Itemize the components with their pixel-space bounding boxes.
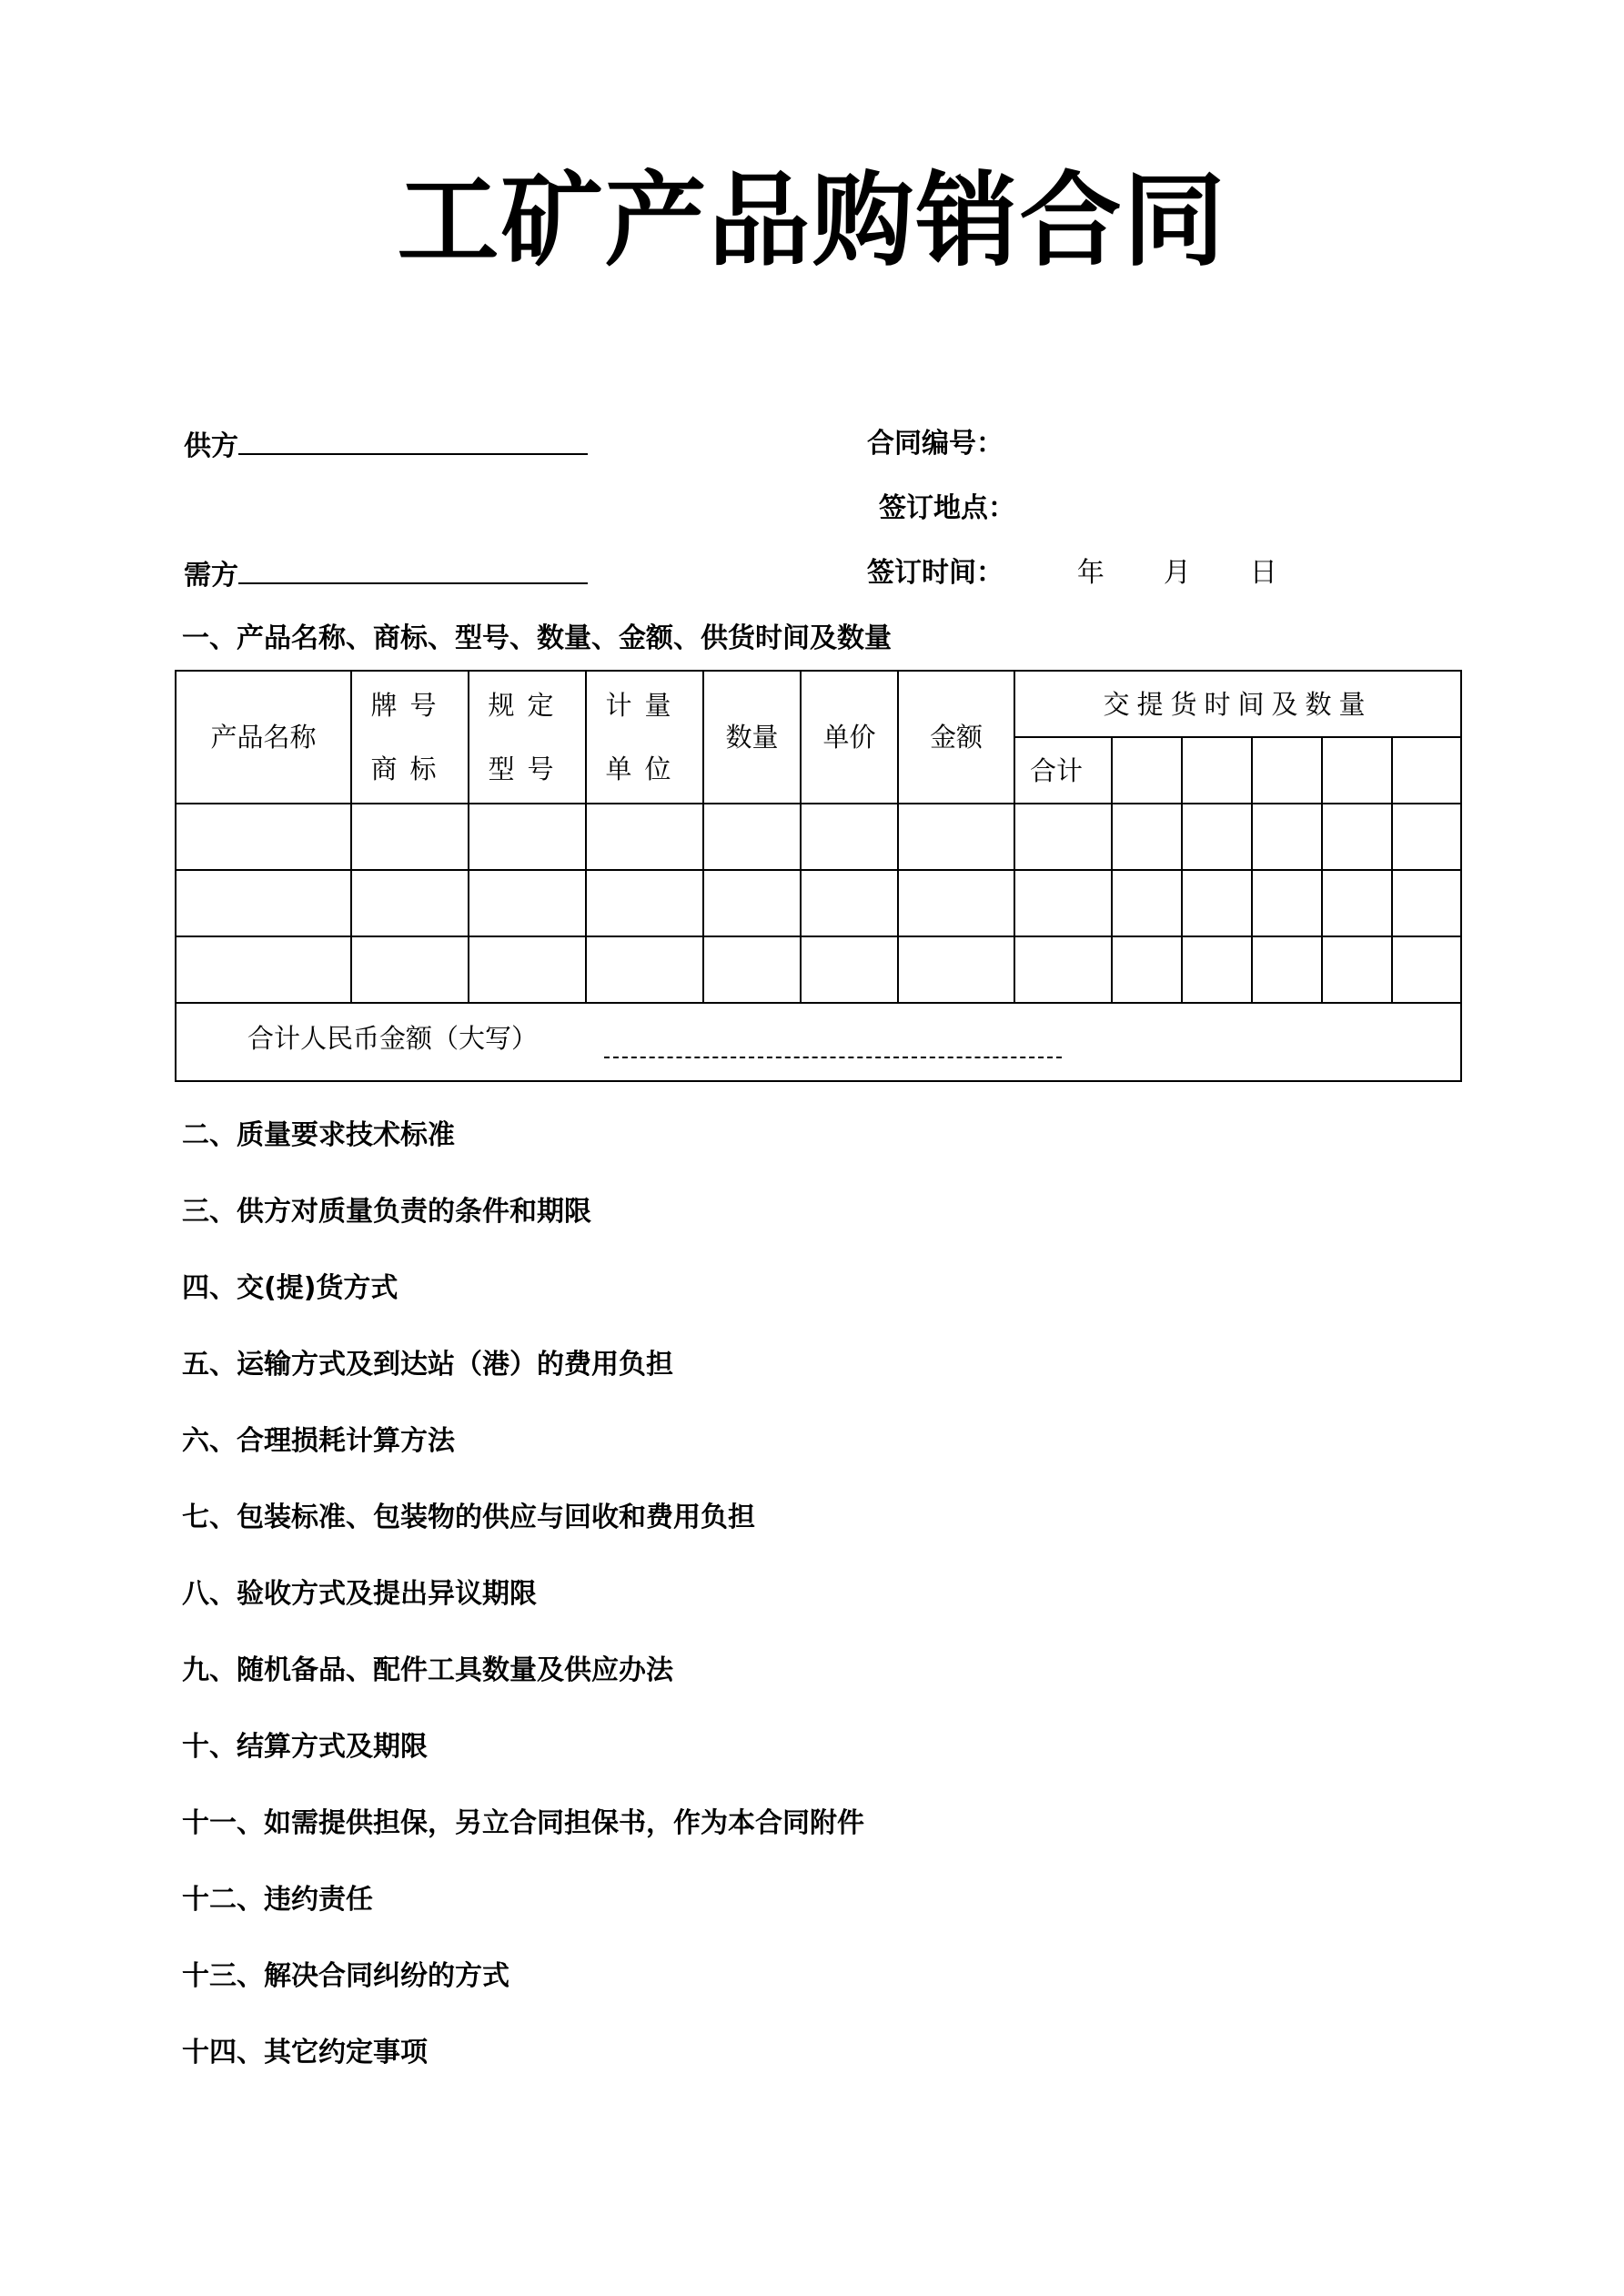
table-cell[interactable]: [1014, 936, 1112, 1003]
product-table: [175, 670, 1462, 1082]
delivery-cell[interactable]: [1392, 737, 1461, 804]
table-cell[interactable]: [1392, 936, 1461, 1003]
section-2: 二、质量要求技术标准: [182, 1119, 455, 1151]
table-cell[interactable]: [1252, 870, 1322, 936]
table-cell[interactable]: [1112, 870, 1182, 936]
table-cell[interactable]: [586, 804, 703, 870]
total-rmb-label: 合计人民币金额（大写）: [247, 1023, 539, 1054]
table-cell[interactable]: [176, 804, 351, 870]
section-14: 十四、其它约定事项: [182, 2037, 428, 2068]
table-row: [176, 936, 1461, 1003]
table-cell[interactable]: [469, 804, 586, 870]
buyer-row: [184, 555, 588, 594]
header-unit-bottom: 单位: [605, 754, 684, 784]
supplier-row: [184, 426, 588, 465]
header-total: 合计: [1014, 737, 1112, 804]
table-cell[interactable]: [469, 870, 586, 936]
table-row: [176, 870, 1461, 936]
table-row: [176, 804, 1461, 870]
sign-time-label: 签订时间：: [867, 557, 1004, 589]
section-8: 八、验收方式及提出异议期限: [182, 1578, 537, 1610]
section-1: 一、产品名称、商标、型号、数量、金额、供货时间及数量: [182, 622, 892, 654]
delivery-cell[interactable]: [1252, 737, 1322, 804]
total-rmb-dashed-line: [604, 1057, 1062, 1058]
section-9: 九、随机备品、配件工具数量及供应办法: [182, 1654, 673, 1686]
sign-place-label: 签订地点：: [879, 492, 1015, 524]
section-12: 十二、违约责任: [182, 1884, 373, 1916]
day-label: 日: [1249, 557, 1277, 589]
table-cell[interactable]: [801, 870, 898, 936]
table-cell[interactable]: [1392, 870, 1461, 936]
section-3: 三、供方对质量负责的条件和期限: [182, 1196, 591, 1228]
table-cell[interactable]: [351, 936, 469, 1003]
section-6: 六、合理损耗计算方法: [182, 1425, 455, 1457]
table-cell[interactable]: [1322, 870, 1392, 936]
delivery-cell[interactable]: [1322, 737, 1392, 804]
total-rmb-row[interactable]: [176, 1003, 1461, 1081]
delivery-cell[interactable]: [1112, 737, 1182, 804]
table-cell[interactable]: [1112, 936, 1182, 1003]
table-cell[interactable]: [351, 804, 469, 870]
header-unit: [586, 671, 703, 804]
table-cell[interactable]: [1014, 870, 1112, 936]
table-cell[interactable]: [703, 870, 801, 936]
table-cell[interactable]: [1182, 804, 1252, 870]
table-cell[interactable]: [1252, 804, 1322, 870]
delivery-cell[interactable]: [1182, 737, 1252, 804]
header-amount: 金额: [898, 671, 1014, 804]
header-delivery: 交提货时间及数量: [1014, 671, 1461, 737]
supplier-label: 供方: [184, 430, 238, 462]
table-cell[interactable]: [176, 870, 351, 936]
table-cell[interactable]: [898, 870, 1014, 936]
section-13: 十三、解决合同纠纷的方式: [182, 1960, 509, 1992]
page-title: 工矿产品购销合同: [397, 161, 1227, 280]
buyer-field[interactable]: [238, 555, 588, 584]
header-spec-top: 规定: [488, 690, 567, 721]
table-cell[interactable]: [1014, 804, 1112, 870]
table-cell[interactable]: [351, 870, 469, 936]
header-quantity: 数量: [703, 671, 801, 804]
header-unit-price: 单价: [801, 671, 898, 804]
contract-no-label: 合同编号：: [867, 428, 1004, 460]
header-product-name: 产品名称: [176, 671, 351, 804]
header-brand-bottom: 商标: [370, 754, 449, 784]
table-cell[interactable]: [1252, 936, 1322, 1003]
table-cell[interactable]: [1322, 804, 1392, 870]
header-spec: [469, 671, 586, 804]
supplier-field[interactable]: [238, 426, 588, 455]
table-cell[interactable]: [586, 870, 703, 936]
table-cell[interactable]: [801, 804, 898, 870]
buyer-label: 需方: [184, 560, 238, 592]
table-cell[interactable]: [703, 936, 801, 1003]
header-unit-top: 计量: [605, 690, 684, 721]
table-cell[interactable]: [1322, 936, 1392, 1003]
section-7: 七、包装标准、包装物的供应与回收和费用负担: [182, 1502, 755, 1533]
month-label: 月: [1163, 557, 1191, 589]
table-cell[interactable]: [586, 936, 703, 1003]
table-cell[interactable]: [1182, 870, 1252, 936]
section-11: 十一、如需提供担保，另立合同担保书，作为本合同附件: [182, 1807, 864, 1839]
header-brand: [351, 671, 469, 804]
table-cell[interactable]: [469, 936, 586, 1003]
table-cell[interactable]: [1112, 804, 1182, 870]
sign-time-row: [867, 555, 1277, 592]
table-cell[interactable]: [703, 804, 801, 870]
section-10: 十、结算方式及期限: [182, 1731, 428, 1763]
section-5: 五、运输方式及到达站（港）的费用负担: [182, 1349, 673, 1381]
section-4: 四、交(提)货方式: [182, 1272, 398, 1304]
table-cell[interactable]: [801, 936, 898, 1003]
header-spec-bottom: 型号: [488, 754, 567, 784]
table-cell[interactable]: [176, 936, 351, 1003]
table-cell[interactable]: [898, 936, 1014, 1003]
table-cell[interactable]: [898, 804, 1014, 870]
year-label: 年: [1076, 557, 1105, 589]
table-cell[interactable]: [1182, 936, 1252, 1003]
header-brand-top: 牌号: [370, 690, 449, 721]
table-cell[interactable]: [1392, 804, 1461, 870]
